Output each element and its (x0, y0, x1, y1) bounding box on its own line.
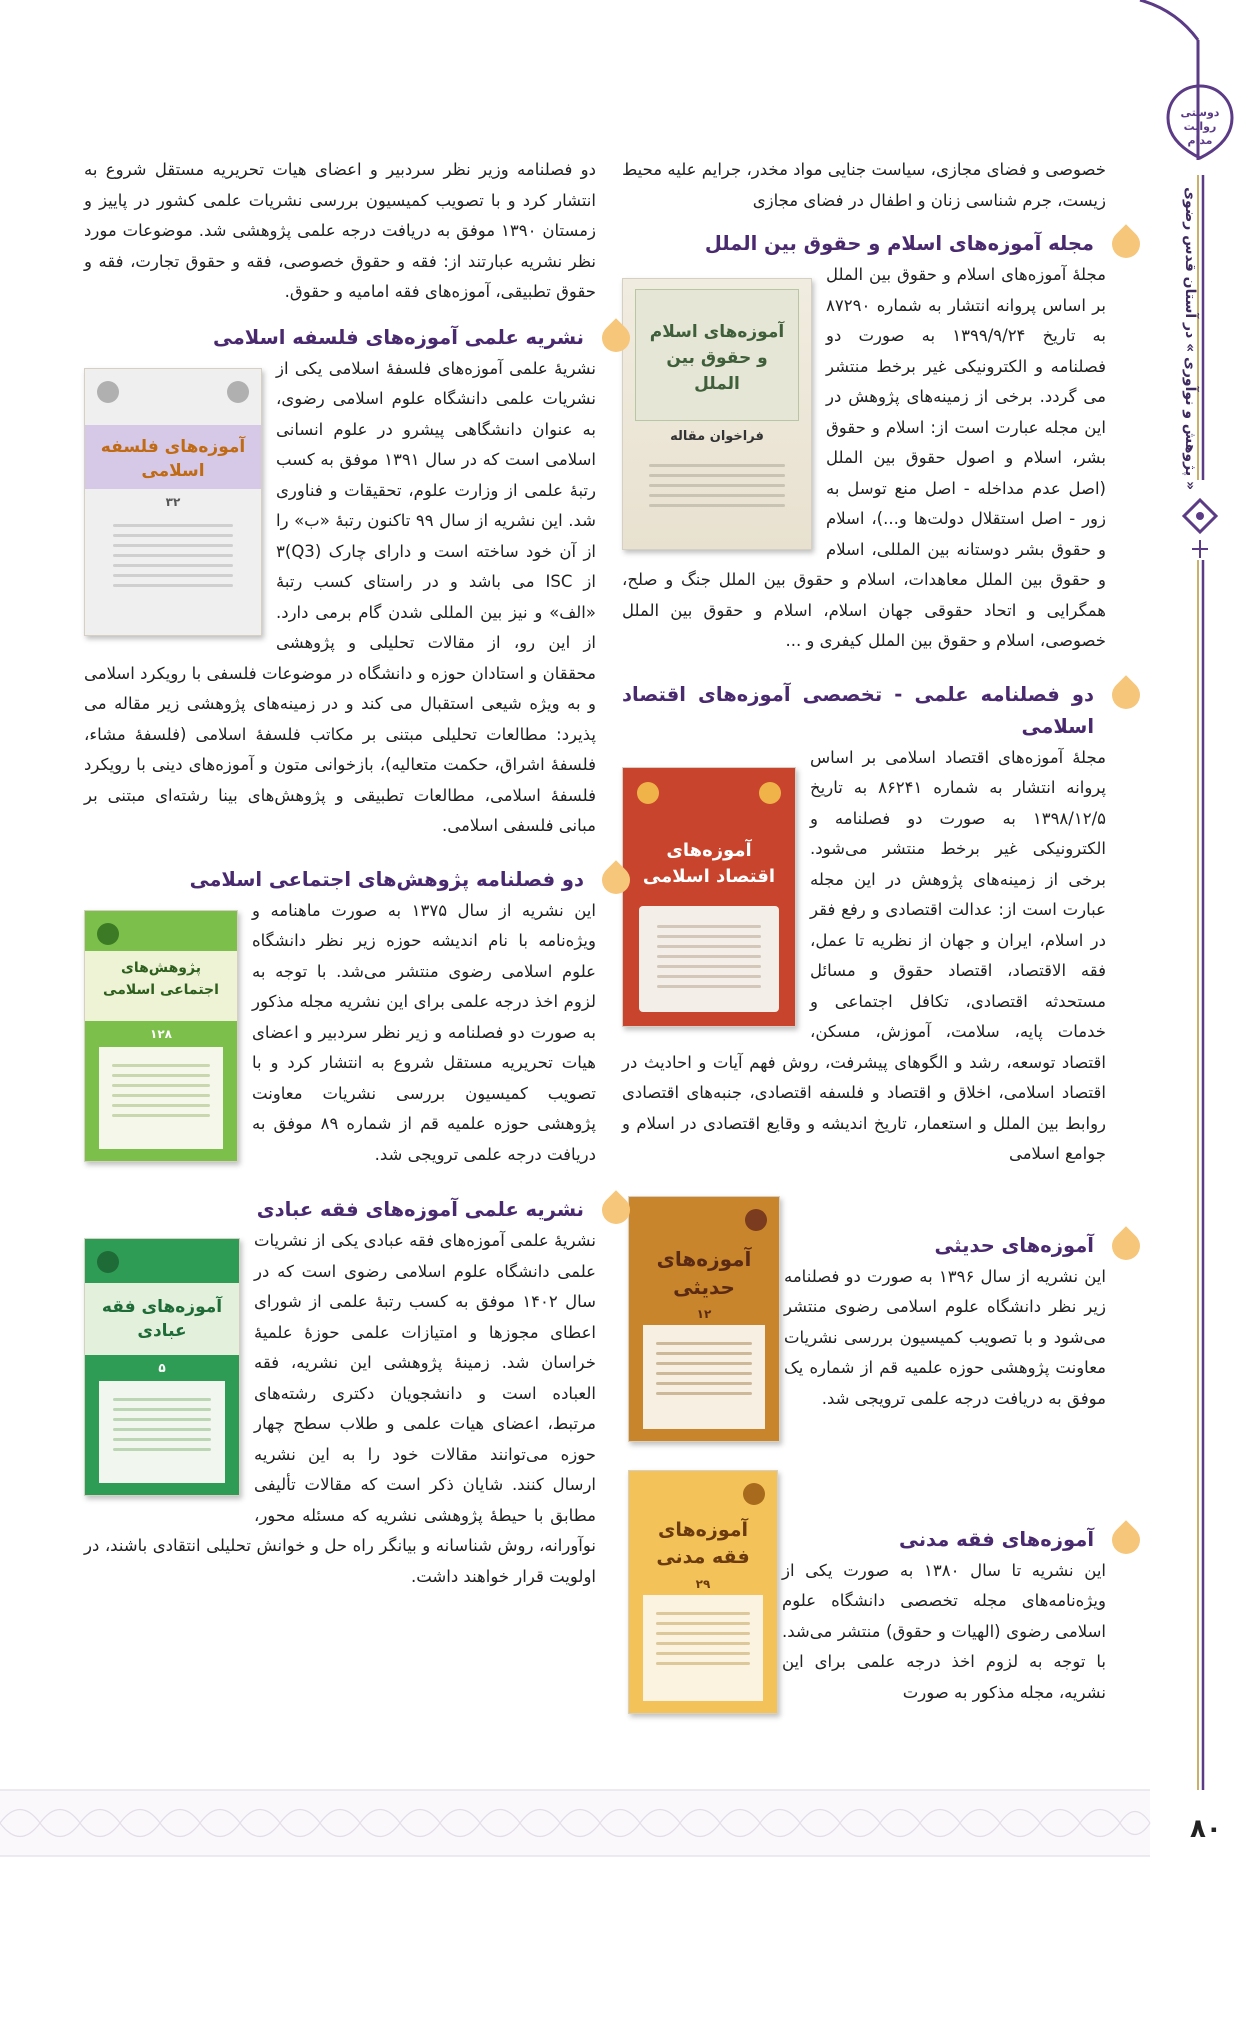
cover-subtitle: فراخوان مقاله (670, 429, 764, 444)
bullet-icon (1106, 675, 1146, 715)
cover-issue: ۱۲۸ (150, 1026, 172, 1041)
cover-title: پژوهش‌های اجتماعی اسلامی (103, 959, 219, 998)
section-body: این نشریه از سال ۱۳۷۵ به صورت ماهنامه و ویژه‌نامه با نام اندیشه حوزه زیر نظر دانشگاه علوم اسلامی رضوی منتشر می‌شد. با توجه به لزوم اخذ درجه علمی برای این نشریه مجله مذکور به صورت دو فصلنامه و زیر نظر سردبیر و اعضای هیات تحریریه مستقل شروع به انتشار کرد و با تصویب کمیسیون بررسی نشریات معاونت پژوهشی حوزه علمیه قم از شماره ۸۹ موفق به دریافت درجه علمی ترویجی شد. (252, 900, 596, 1164)
journal-cover-worship-fiqh (84, 1238, 240, 1496)
cover-issue: ۲۹ (695, 1576, 711, 1591)
page-number: ۸۰ (1190, 1814, 1222, 1844)
section-heading: آموزه‌های حدیثی (622, 1230, 1106, 1262)
section-body: این نشریه از سال ۱۳۹۶ به صورت دو فصلنامه زیر نظر دانشگاه علوم اسلامی رضوی منتشر می‌شود و با تصویب کمیسیون بررسی نشریات معاونت پژوهشی حوزه علمیه قم از شماره یک موفق به دریافت درجه علمی ترویجی شد. (784, 1266, 1107, 1408)
bullet-icon (1106, 1520, 1146, 1560)
journal-cover-islamic-philosophy (84, 368, 262, 636)
sidebar-label: « پژوهش و نوآوری » در آستان قدس رضوی (1182, 187, 1198, 490)
section-heading: نشریه علمی آموزه‌های فقه عبادی (84, 1194, 596, 1226)
cover-issue: ۳۲ (165, 494, 181, 509)
intro-paragraph: خصوصی و فضای مجازی، سیاست جنایی مواد مخدر، جرایم علیه محیط زیست، جرم شناسی زنان و اطفال در فضای مجازی (622, 160, 1106, 210)
magazine-logo (1160, 82, 1240, 162)
sidebar-ornament (1184, 500, 1216, 532)
cover-title: آموزه‌های اقتصاد اسلامی (642, 839, 776, 887)
journal-cover-islamic-social-research (84, 910, 238, 1162)
cover-title: آموزه‌های فلسفه اسلامی (100, 436, 246, 481)
cover-title: آموزه‌های فقه مدنی (656, 1518, 750, 1568)
intro-paragraph: دو فصلنامه وزیر نظر سردبیر و اعضای هیات تحریریه مستقل شروع به انتشار کرد و با تصویب کمیسیون بررسی نشریات علمی کشور در پاییز و زمستان ۱۳۹۰ موفق به دریافت درجه علمی پژوهشی شد. موضوعات مورد نظر نشریه عبارتند از: فقه و حقوق خصوصی، فقه و حقوق تجارت، فقه و حقوق تطبیقی، آموزه‌های فقه امامیه و حقوق. (84, 160, 596, 301)
section-heading: آموزه‌های فقه مدنی (622, 1524, 1106, 1556)
journal-cover-islamic-economics (622, 767, 796, 1027)
section-body: نشریهٔ علمی آموزه‌های فقه عبادی یکی از نشریات علمی دانشگاه علوم اسلامی رضوی است که در سال ۱۴۰۲ موفق به کسب رتبهٔ علمی از شورای اعطای مجوزها و امتیازات علمی حوزهٔ علمیهٔ خراسان شد. زمینهٔ پژوهشی این نشریه، فقه العباده است و دانشجویان دکتری رشته‌های مرتبط، اعضای هیات علمی و طلاب سطح چهار حوزه می‌توانند مقالات خود را به این نشریه ارسال کنند. شایان ذکر است که مقالات تألیفی مطابق با حیطهٔ پژوهشی نشریه که مسئله محور، نوآورانه، روش شناسانه و بیانگر راه حل و خوانش تحلیلی انتقادی باشند، در اولویت قرار خواهند داشت. (84, 1231, 596, 1586)
cover-title: آموزه‌های حدیثی (656, 1246, 752, 1299)
section-heading: دو فصلنامه پژوهش‌های اجتماعی اسلامی (84, 864, 596, 896)
section-heading: نشریه علمی آموزه‌های فلسفه اسلامی (84, 322, 596, 354)
section-heading: دو فصلنامه علمی - تخصصی آموزه‌های اقتصاد اسلامی (622, 679, 1106, 743)
column-right (622, 155, 1106, 1720)
cover-issue: ۵ (158, 1361, 166, 1375)
logo-text: دوستی روایت مدام (1180, 106, 1220, 147)
cover-issue: ۱۲ (696, 1306, 712, 1321)
journal-cover-civil-fiqh (628, 1470, 778, 1714)
section-body: مجلهٔ آموزه‌های اقتصاد اسلامی بر اساس پروانه انتشار به شماره ۸۶۲۴۱ به تاریخ ۱۳۹۸/۱۲/۵ به صورت دو فصلنامه و الکترونیکی غیر برخط منتشر می‌شود. برخی از زمینه‌های پژوهش در این مجله عبارت است از: عدالت اقتصادی و رفع فقر در اسلام، ایران و جهان از نظریه تا عمل، فقه الاقتصاد، اقتصاد حقوق و مسائل مستحدثه اقتصادی، تکافل اجتماعی و خدمات پایه، سلامت، آموزش، مسکن، اقتصاد توسعه، رشد و الگوهای پیشرفت، روش فهم آیات و احادیث در اقتصاد اسلامی، اخلاق و اقتصاد و فلسفه اقتصادی، جنبه‌های اقتصادی روابط بین الملل و استعمار، تاریخ اندیشه و وقایع اقتصادی در اسلام و جوامع اسلامی (622, 747, 1106, 1163)
bullet-icon (1106, 224, 1146, 264)
column-left (84, 155, 596, 1592)
section-body: مجلهٔ آموزه‌های اسلام و حقوق بین الملل بر اساس پروانه انتشار به شماره ۸۷۲۹۰ به تاریخ ۱۳۹۹/۹/۲۴ به صورت دو فصلنامه و الکترونیکی غیر برخط منتشر می گردد. برخی از زمینه‌های پژوهش در این مجله عبارت است از: اسلام و حقوق بشر، اسلام و اصول حقوق بین الملل (اصل عدم مداخله - اصل منع توسل به زور - اصل استقلال دولت‌ها و...)، اسلام و حقوق بشر دوستانه بین المللی، اسلام و حقوق بین الملل معاهدات، اسلام و حقوق بین الملل جنگ و صلح، همگرایی و اتحاد حقوقی جهان اسلام، اسلام و حقوق بین الملل خصوصی، اسلام و حقوق بین الملل کیفری و ... (622, 265, 1106, 650)
section-heading: مجله آموزه‌های اسلام و حقوق بین الملل (622, 228, 1106, 260)
bullet-icon (1106, 1226, 1146, 1266)
journal-cover-islam-intl-law (622, 278, 812, 550)
section-body: این نشریه تا سال ۱۳۸۰ به صورت یکی از ویژه‌نامه‌های مجله تخصصی دانشگاه علوم اسلامی رضوی (الهیات و حقوق) منتشر می‌شد. با توجه به لزوم اخذ درجه علمی برای این نشریه، مجله مذکور به صورت (782, 1560, 1107, 1702)
section-body: نشریهٔ علمی آموزه‌های فلسفهٔ اسلامی یکی از نشریات علمی دانشگاه علوم اسلامی رضوی، به عنوان دانشگاهی پیشرو در علوم انسانی اسلامی است که در سال ۱۳۹۱ موفق به کسب رتبهٔ علمی از وزارت علوم، تحقیقات و فناوری شد. این نشریه از سال ۹۹ تاکنون رتبهٔ «ب» را از آن خود ساخته است و دارای چارک (Q3)۳ از ISC می باشد و در راستای کسب رتبهٔ «الف» و نیز بین المللی شدن گام برمی دارد. از این رو، از مقالات تحلیلی و پژوهشی محققان و استادان حوزه و دانشگاه در موضوعات فلسفی با رویکرد اسلامی و به ویژه شیعی استقبال می کند و در زمینه‌های پژوهشی زیر مقاله می پذیرد: مطالعات تحلیلی مبتنی بر مکاتب فلسفهٔ اسلامی (فلسفهٔ مشاء، فلسفهٔ اشراق، حکمت متعالیه)، بازخوانی متون و آموزه‌های دینی با رویکرد فلسفهٔ اسلامی، مطالعات تطبیقی و پژوهش‌های بینا رشته‌ای مبتنی بر مبانی فلسفی اسلامی. (84, 358, 596, 835)
cover-title: آموزه‌های فقه عبادی (101, 1297, 223, 1341)
cover-title: آموزه‌های اسلام و حقوق بین الملل (649, 322, 785, 394)
